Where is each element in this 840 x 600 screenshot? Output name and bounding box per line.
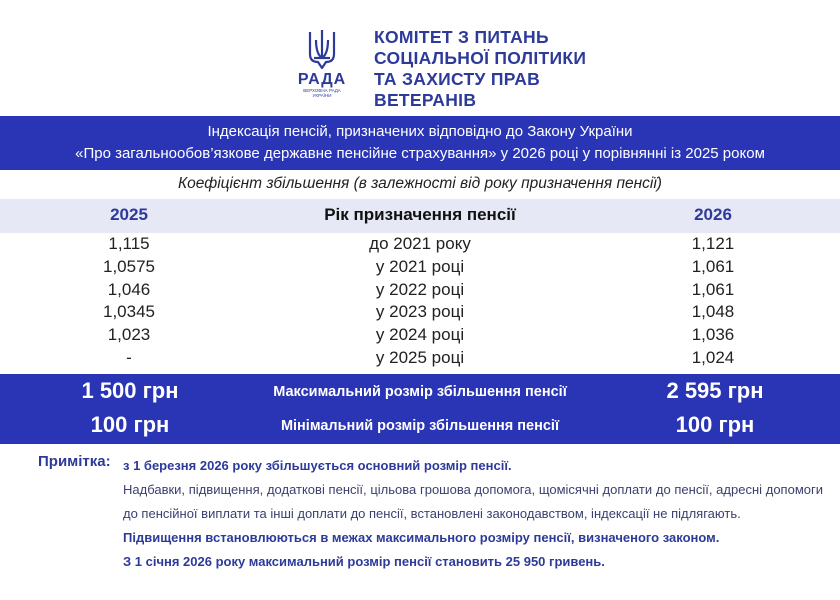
table-header-row (0, 199, 840, 233)
cell-year: у 2021 році (375, 256, 465, 276)
column-header-2025: 2025 (110, 205, 148, 224)
min-increase-row (0, 408, 840, 442)
coefficients-table (0, 233, 840, 370)
limits-band (0, 374, 840, 444)
trident-icon (307, 28, 337, 70)
cell-2026: 1,048 (691, 302, 735, 322)
max-increase-2026: 2 595 грн (666, 378, 764, 403)
max-increase-2025: 1 500 грн (81, 378, 179, 403)
title-line-1: Індексація пенсій, призначених відповідно до Закону України (207, 123, 633, 140)
rada-logo (286, 28, 358, 112)
note-label: Примітка: (38, 453, 111, 470)
committee-line: ВЕТЕРАНІВ (374, 90, 477, 110)
column-header-year: Рік призначення пенсії (324, 205, 516, 224)
title-band (0, 116, 840, 170)
cell-2026: 1,036 (691, 325, 735, 345)
cell-2026: 1,061 (691, 279, 735, 299)
cell-2025: 1,023 (107, 325, 151, 345)
cell-year: у 2023 році (375, 302, 465, 322)
table-row (0, 301, 840, 324)
committee-line: КОМІТЕТ З ПИТАНЬ (374, 27, 549, 47)
table-row (0, 324, 840, 347)
cell-2025: 1,0345 (103, 302, 155, 322)
cell-year: до 2021 року (369, 234, 471, 253)
note-body (123, 454, 823, 574)
cell-2025: - (126, 347, 132, 367)
min-increase-2026: 100 грн (675, 412, 755, 437)
logo-word: РАДА (297, 71, 347, 88)
cell-2026: 1,121 (691, 234, 735, 253)
logo-subtext: УКРАЇНИ (312, 93, 332, 98)
committee-line: СОЦІАЛЬНОЇ ПОЛІТИКИ (374, 48, 587, 68)
cell-2025: 1,046 (107, 279, 151, 299)
max-increase-row (0, 374, 840, 408)
logo-subtext: ВЕРХОВНА РАДА (303, 88, 341, 93)
cell-2025: 1,0575 (103, 256, 155, 276)
column-header-2026: 2026 (694, 205, 732, 224)
table-row (0, 347, 840, 370)
cell-year: у 2024 році (375, 325, 465, 345)
cell-2026: 1,061 (691, 256, 735, 276)
note-line: З 1 січня 2026 року максимальний розмір пенсії становить 25 950 гривень. (123, 554, 605, 569)
note-line: Підвищення встановлюються в межах максимального розміру пенсії, визначеного законом. (123, 530, 720, 545)
subtitle: Коефіцієнт збільшення (в залежності від року призначення пенсії) (178, 175, 662, 192)
cell-year: у 2025 році (375, 347, 465, 367)
min-increase-2025: 100 грн (90, 412, 170, 437)
table-row (0, 233, 840, 256)
cell-year: у 2022 році (375, 279, 465, 299)
min-increase-label: Мінімальний розмір збільшення пенсії (280, 418, 560, 434)
note-paragraph: Надбавки, підвищення, додаткові пенсії, цільова грошова допомога, щомісячні доплати до пенсії, адресні допомоги до пенсійної виплати та інші доплати до пенсії, встановлені законодавством, індексації не підлягають. (123, 482, 823, 521)
title-line-2: «Про загальнообов’язкове державне пенсійне страхування» у 2026 році у порівнянні із 2025 роком (75, 145, 765, 162)
max-increase-label: Максимальний розмір збільшення пенсії (273, 384, 567, 400)
committee-line: ТА ЗАХИСТУ ПРАВ (374, 69, 541, 89)
committee-name (374, 27, 614, 111)
header (0, 0, 840, 116)
cell-2025: 1,115 (108, 234, 150, 253)
table-row (0, 256, 840, 279)
cell-2026: 1,024 (691, 347, 735, 367)
note-line: з 1 березня 2026 року збільшується основний розмір пенсії. (123, 458, 512, 473)
table-row (0, 279, 840, 302)
